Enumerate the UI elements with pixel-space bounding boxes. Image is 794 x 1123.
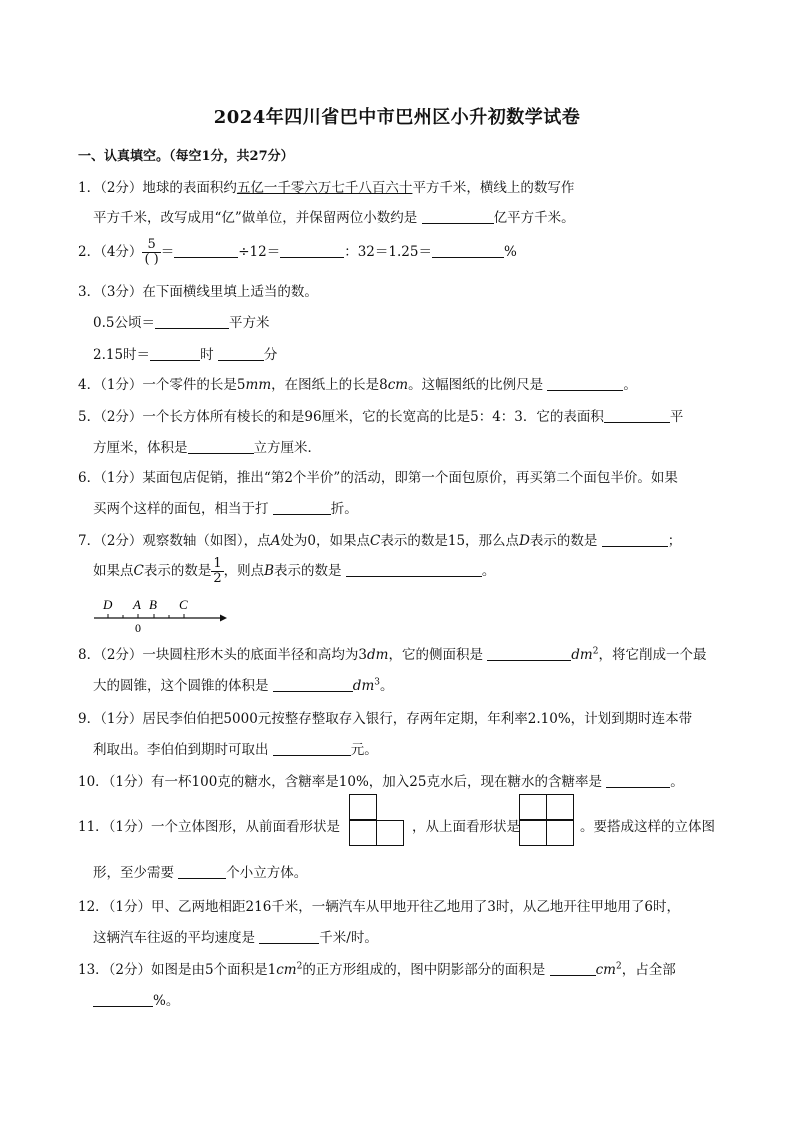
q7-frac-den: 2 <box>213 571 222 586</box>
q2-eq2: ÷12＝ <box>238 244 281 260</box>
q2-eq3: ：32＝1.25＝ <box>344 244 432 260</box>
q8-sup-2: 2 <box>592 646 599 657</box>
q13-unit-cm2: cm <box>595 962 616 978</box>
q7-frac-num: 1 <box>213 556 222 571</box>
q12-line2b: 千米/时。 <box>319 930 378 946</box>
q7-line1b: 处为0，如果点 <box>280 533 371 549</box>
q1-line2b: 亿平方千米。 <box>493 210 575 226</box>
number-line-figure <box>92 594 232 634</box>
front-view-cell <box>349 820 377 846</box>
question-13 <box>78 958 723 978</box>
q5-blank-1[interactable] <box>604 408 670 423</box>
q6-line2b: 折。 <box>330 501 358 517</box>
q13-blank-1[interactable] <box>550 961 596 976</box>
q7-line2d: 表示的数是 <box>274 563 342 579</box>
q7-point-c-2: C <box>133 563 144 579</box>
question-2 <box>78 238 723 267</box>
question-7 <box>78 529 723 549</box>
q8-blank-2[interactable] <box>273 677 353 692</box>
q8-unit-dm: dm <box>367 647 389 663</box>
q3a-suffix: 平方米 <box>228 315 270 331</box>
q1-line2a: 平方千米，改写成用“亿”做单位，并保留两位小数约是 <box>93 210 418 226</box>
q8-line2b: 。 <box>379 678 394 694</box>
question-9: 9．（1分）居民李伯伯把5000元按整存整取存入银行，存两年定期，年利率2.10%，计划到期时连本带 <box>78 711 693 727</box>
q7-point-c: C <box>370 533 381 549</box>
q4-end: 。 <box>623 377 637 393</box>
question-8 <box>78 643 723 663</box>
q2-blank-1[interactable] <box>174 243 238 258</box>
question-4 <box>78 373 723 393</box>
q12-blank[interactable] <box>259 929 319 944</box>
q5-line2a: 方厘米，体积是 <box>93 440 188 456</box>
top-view-cell <box>519 794 547 820</box>
q8-line1b: ，它的侧面积是 <box>388 647 483 663</box>
question-3: 3．（3分）在下面横线里填上适当的数。 <box>78 284 318 300</box>
q7-line1a: 7．（2分）观察数轴（如图），点 <box>78 533 271 549</box>
q7-line1d: 表示的数是 <box>529 533 598 549</box>
top-view-figure <box>519 794 577 850</box>
section-heading: 一、认真填空。（每空1分，共27分） <box>78 149 294 164</box>
label-a: A <box>133 597 141 612</box>
q10-text: 10．（1分）有一杯100克的糖水，含糖率是10%，加入25克水后，现在糖水的含糖率是 <box>78 774 602 790</box>
question-11-end <box>580 815 730 835</box>
q3a-prefix: 0.5公顷＝ <box>93 315 155 331</box>
q11-text-a: 11．（1分）一个立体图形，从前面看形状是 <box>78 819 341 835</box>
q3b-prefix: 2.15时＝ <box>93 347 151 363</box>
q8-line1a: 8．（2分）一块圆柱形木头的底面半径和高均为3 <box>78 647 368 663</box>
q8-sup-3: 3 <box>374 677 380 688</box>
q1-underlined-number: 五亿一千零六万七千八百六十 <box>236 180 413 196</box>
q4-text-c: 。这幅图纸的比例尺是 <box>408 377 544 393</box>
q13-line2b: %。 <box>153 993 180 1009</box>
question-5 <box>78 405 723 425</box>
q4-text-a: 4．（1分）一个零件的长是5 <box>78 377 246 393</box>
q2-prefix: 2．（4分） <box>78 244 143 260</box>
q5-line2b: 立方厘米． <box>253 440 321 456</box>
question-10 <box>78 770 723 790</box>
q1-answer-blank[interactable] <box>422 209 494 224</box>
q8-line2a: 大的圆锥，这个圆锥的体积是 <box>93 678 269 694</box>
q4-unit-mm: mm <box>245 377 272 393</box>
q9-blank[interactable] <box>273 741 351 756</box>
q3b-blank-1[interactable] <box>150 346 200 361</box>
q7-line2e: 。 <box>481 563 496 579</box>
q11-blank[interactable] <box>178 864 226 879</box>
label-d: D <box>103 597 113 612</box>
q1-suffix: 平方千米，横线上的数写作 <box>412 180 575 196</box>
top-view-cell <box>519 820 547 846</box>
q13-blank-2[interactable] <box>93 992 153 1007</box>
q13-sup-2b: 2 <box>615 961 622 972</box>
label-zero: 0 <box>135 621 141 634</box>
q9-line2a: 利取出。李伯伯到期时可取出 <box>93 742 269 758</box>
question-11-mid <box>412 815 522 835</box>
q1-prefix: 1．（2分）地球的表面积约 <box>78 180 237 196</box>
q10-blank[interactable] <box>606 773 670 788</box>
question-5-line2 <box>93 436 738 456</box>
q7-point-b: B <box>264 563 275 579</box>
q7-blank-2[interactable] <box>346 562 482 577</box>
q7-line1e: ； <box>667 533 682 549</box>
q2-eq1: ＝ <box>160 244 175 260</box>
question-3a <box>93 311 738 331</box>
q7-point-a: A <box>270 533 281 549</box>
question-7-line2 <box>93 557 738 586</box>
q7-blank-1[interactable] <box>602 532 668 547</box>
page-title: 2024年四川省巴中市巴州区小升初数学试卷 <box>213 107 581 128</box>
q2-fraction <box>142 238 160 267</box>
q11-text-c: 。要搭成这样的立体图 <box>580 819 715 835</box>
q5-blank-2[interactable] <box>188 439 254 454</box>
question-1 <box>78 176 723 196</box>
q9-line2b: 元。 <box>350 742 378 758</box>
q4-blank[interactable] <box>547 376 623 391</box>
q10-end: 。 <box>670 774 684 790</box>
q8-unit-dm2: dm <box>571 647 593 663</box>
q8-line1c: ，将它削成一个最 <box>598 647 707 663</box>
q13-line1b: 的正方形组成的，图中阴影部分的面积是 <box>302 962 546 978</box>
label-c: C <box>179 597 188 612</box>
q7-line1c: 表示的数是15，那么点 <box>380 533 520 549</box>
question-9-line2 <box>93 738 738 758</box>
question-6-line2 <box>93 497 738 517</box>
top-view-cell <box>546 820 574 846</box>
top-view-cell <box>546 794 574 820</box>
q4-unit-cm: cm <box>387 377 409 393</box>
q7-line2b: 表示的数是 <box>143 563 212 579</box>
q7-line2a: 如果点 <box>93 563 134 579</box>
q2-blank-2[interactable] <box>280 243 344 258</box>
q3b-mid: 时 <box>200 347 214 363</box>
question-8-line2 <box>93 674 738 694</box>
q3a-blank[interactable] <box>155 314 229 329</box>
q12-line2a: 这辆汽车往返的平均速度是 <box>93 930 255 946</box>
label-b: B <box>149 597 157 612</box>
q3b-suffix: 分 <box>263 347 278 363</box>
question-12-line2 <box>93 926 738 946</box>
q6-line2a: 买两个这样的面包，相当于打 <box>93 501 269 517</box>
q8-unit-dm3: dm <box>352 678 375 694</box>
q2-pct: % <box>503 244 517 260</box>
q7-point-d: D <box>519 533 530 549</box>
q2-frac-num: 5 <box>142 238 160 253</box>
q11-line2a: 形，至少需要 <box>93 865 174 881</box>
q7-fraction <box>211 557 223 586</box>
front-view-cell <box>349 794 377 820</box>
q13-line1c: ，占全部 <box>621 962 676 978</box>
number-line-arrow <box>220 615 227 622</box>
q4-text-b: ，在图纸上的长是8 <box>271 377 388 393</box>
q2-blank-3[interactable] <box>432 243 504 258</box>
q11-text-b: ，从上面看形状是 <box>412 819 520 835</box>
q5-line1-end: 平 <box>669 409 684 425</box>
q6-blank[interactable] <box>273 500 331 515</box>
q5-line1: 5．（2分）一个长方体所有棱长的和是96厘米，它的长宽高的比是5：4：3．它的表面积 <box>78 409 604 425</box>
q3b-blank-2[interactable] <box>218 346 264 361</box>
q13-line1a: 13．（2分）如图是由5个面积是1 <box>78 962 277 978</box>
q11-line2b: 个小立方体。 <box>226 865 308 881</box>
q7-line2c: ，则点 <box>223 563 265 579</box>
q2-frac-den: ( ) <box>144 252 159 267</box>
question-12: 12．（1分）甲、乙两地相距216千米，一辆汽车从甲地开往乙地用了3时，从乙地开往甲地用了6时， <box>78 899 680 915</box>
front-view-figure <box>349 794 407 850</box>
question-3b <box>93 343 738 363</box>
front-view-cell <box>376 820 404 846</box>
question-13-line2 <box>93 989 738 1009</box>
q13-sup-2: 2 <box>296 961 303 972</box>
q13-unit-cm: cm <box>276 962 297 978</box>
question-11-line2 <box>93 861 738 881</box>
question-1-line2 <box>93 206 738 226</box>
question-6: 6．（1分）某面包店促销，推出“第2个半价”的活动，即第一个面包原价，再买第二个面包半价。如果 <box>78 470 678 486</box>
q8-blank-1[interactable] <box>487 646 571 661</box>
